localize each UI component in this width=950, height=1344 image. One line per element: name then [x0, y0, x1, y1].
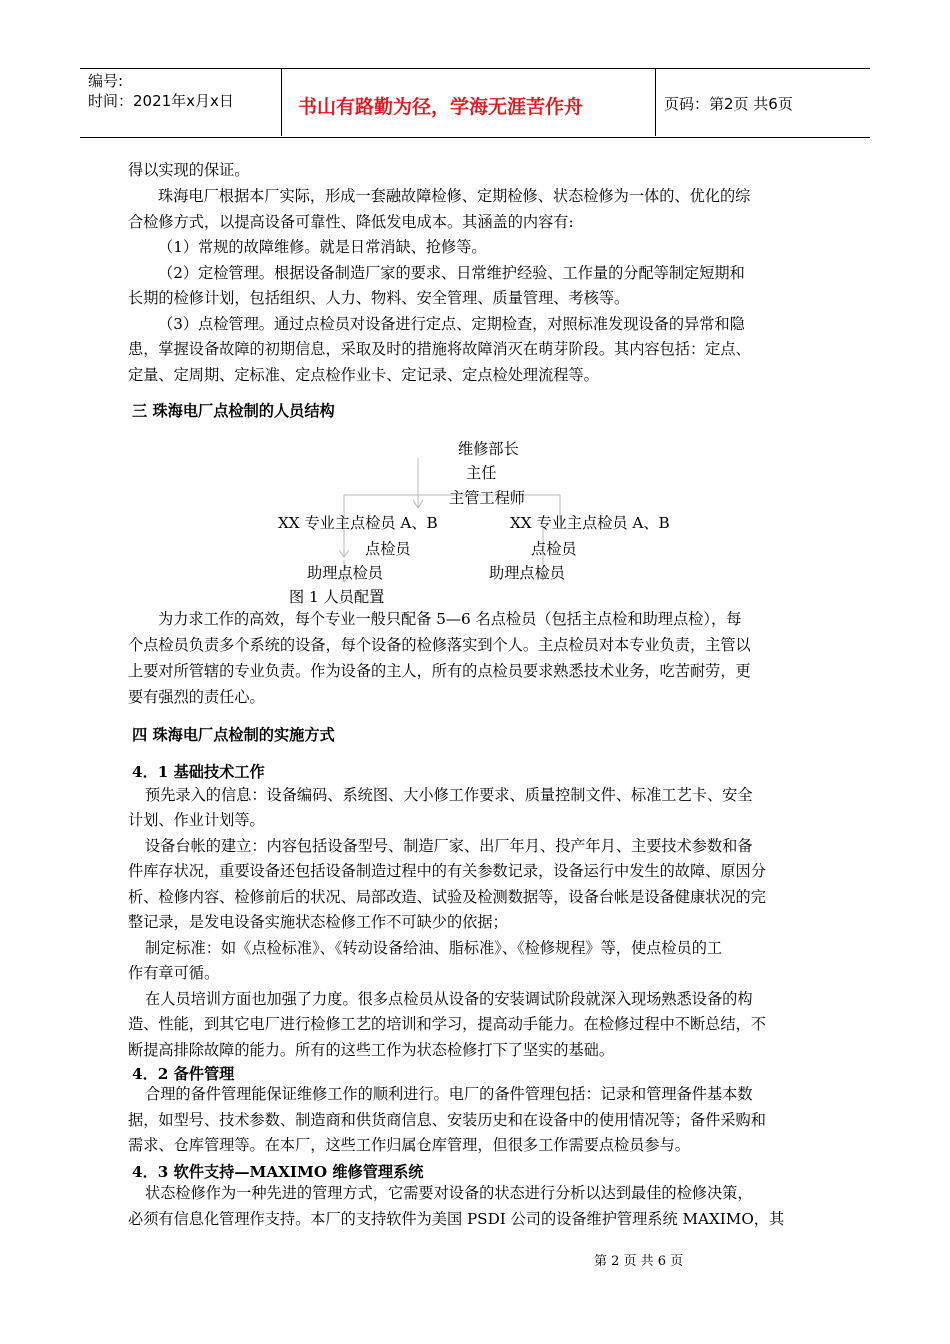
paragraph-line: 造、性能，到其它电厂进行检修工艺的培训和学习，提高动手能力。在检修过程中不断总结，不: [128, 1015, 766, 1033]
paragraph-line: 析、检修内容、检修前后的状况、局部改造、试验及检测数据等，设备台帐是设备健康状况的完: [128, 888, 766, 906]
section-heading: 三 珠海电厂点检制的人员结构: [132, 402, 335, 420]
paragraph-line: 得以实现的保证。: [128, 161, 250, 179]
paragraph-line: 计划、作业计划等。: [128, 811, 265, 829]
paragraph-line: （2）定检管理。根据设备制造厂家的要求、日常维护经验、工作量的分配等制定短期和: [158, 264, 745, 282]
subsection-heading: 4．2 备件管理: [132, 1065, 235, 1083]
paragraph-line: 作有章可循。: [128, 964, 220, 982]
org-director: 主任: [466, 464, 497, 482]
header-time: 时间：2021年x月x日: [88, 92, 234, 110]
org-left-assistant: 助理点检员: [307, 564, 383, 582]
paragraph-line: 上要对所管辖的专业负责。作为设备的主人，所有的点检员要求熟悉技术业务，吃苦耐劳，更: [128, 662, 751, 680]
paragraph-line: 定量、定周期、定标准、定点检作业卡、定记录、定点检处理流程等。: [128, 366, 599, 384]
org-right-inspector: 点检员: [531, 540, 577, 558]
paragraph-line: 状态检修作为一种先进的管理方式，它需要对设备的状态进行分析以达到最佳的检修决策，: [145, 1184, 753, 1202]
org-right-assistant: 助理点检员: [489, 564, 565, 582]
paragraph-line: 要有强烈的责任心。: [128, 688, 265, 706]
org-left-inspector: 点检员: [365, 540, 411, 558]
section-heading: 四 珠海电厂点检制的实施方式: [132, 726, 335, 744]
paragraph-line: 据，如型号、技术参数、制造商和供货商信息、安装历史和在设备中的使用情况等；备件采购和: [128, 1111, 766, 1129]
org-head: 维修部长: [458, 440, 519, 458]
paragraph-line: 断提高排除故障的能力。所有的这些工作为状态检修打下了坚实的基础。: [128, 1041, 614, 1059]
paragraph-line: 为力求工作的高效，每个专业一般只配备 5—6 名点检员（包括主点检和助理点检），每: [158, 610, 742, 628]
header-number: 编号:: [88, 72, 124, 90]
header-page: 页码：第2页 共6页: [664, 95, 793, 113]
paragraph-line: 必须有信息化管理作支持。本厂的支持软件为美国 PSDI 公司的设备维护管理系统 MAXIMO，其: [128, 1210, 785, 1228]
org-right-chief: XX 专业主点检员 A、B: [510, 514, 670, 532]
paragraph-line: 预先录入的信息：设备编码、系统图、大小修工作要求、质量控制文件、标准工艺卡、安全: [145, 786, 753, 804]
paragraph-line: 在人员培训方面也加强了力度。很多点检员从设备的安装调试阶段就深入现场熟悉设备的构: [145, 990, 753, 1008]
paragraph-line: 制定标准：如《点检标准》、《转动设备给油、脂标准》、《检修规程》等，使点检员的工: [145, 939, 723, 957]
paragraph-line: 件库存状况，重要设备还包括设备制造过程中的有关参数记录，设备运行中发生的故障、原因分: [128, 862, 766, 880]
paragraph-line: （1）常规的故障维修。就是日常消缺、抢修等。: [158, 238, 487, 256]
subsection-heading: 4．1 基础技术工作: [132, 763, 265, 781]
paragraph-line: 合检修方式，以提高设备可靠性、降低发电成本。其涵盖的内容有:: [128, 213, 574, 231]
paragraph-line: 珠海电厂根据本厂实际，形成一套融故障检修、定期检修、状态检修为一体的、优化的综: [158, 187, 751, 205]
figure-caption: 图 1 人员配置: [289, 588, 385, 606]
paragraph-line: 设备台帐的建立：内容包括设备型号、制造厂家、出厂年月、投产年月、主要技术参数和备: [145, 837, 753, 855]
paragraph-line: 长期的检修计划，包括组织、人力、物料、安全管理、质量管理、考核等。: [128, 289, 630, 307]
org-left-chief: XX 专业主点检员 A、B: [278, 514, 438, 532]
paragraph-line: 需求、仓库管理等。在本厂，这些工作归属仓库管理，但很多工作需要点检员参与。: [128, 1136, 690, 1154]
header-motto: 书山有路勤为径，学海无涯苦作舟: [298, 96, 584, 118]
paragraph-line: 合理的备件管理能保证维修工作的顺利进行。电厂的备件管理包括：记录和管理备件基本数: [145, 1085, 753, 1103]
paragraph-line: （3）点检管理。通过点检员对设备进行定点、定期检查，对照标准发现设备的异常和隐: [158, 315, 745, 333]
page-footer: 第 2 页 共 6 页: [594, 1254, 684, 1269]
subsection-heading: 4．3 软件支持—MAXIMO 维修管理系统: [132, 1163, 424, 1181]
paragraph-line: 整记录，是发电设备实施状态检修工作不可缺少的依据；: [128, 913, 508, 931]
paragraph-line: 患，掌握设备故障的初期信息，采取及时的措施将故障消灭在萌芽阶段。其内容包括：定点、: [128, 340, 751, 358]
paragraph-line: 个点检员负责多个系统的设备，每个设备的检修落实到个人。主点检员对本专业负责，主管以: [128, 636, 751, 654]
org-engineer: 主管工程师: [449, 489, 525, 507]
